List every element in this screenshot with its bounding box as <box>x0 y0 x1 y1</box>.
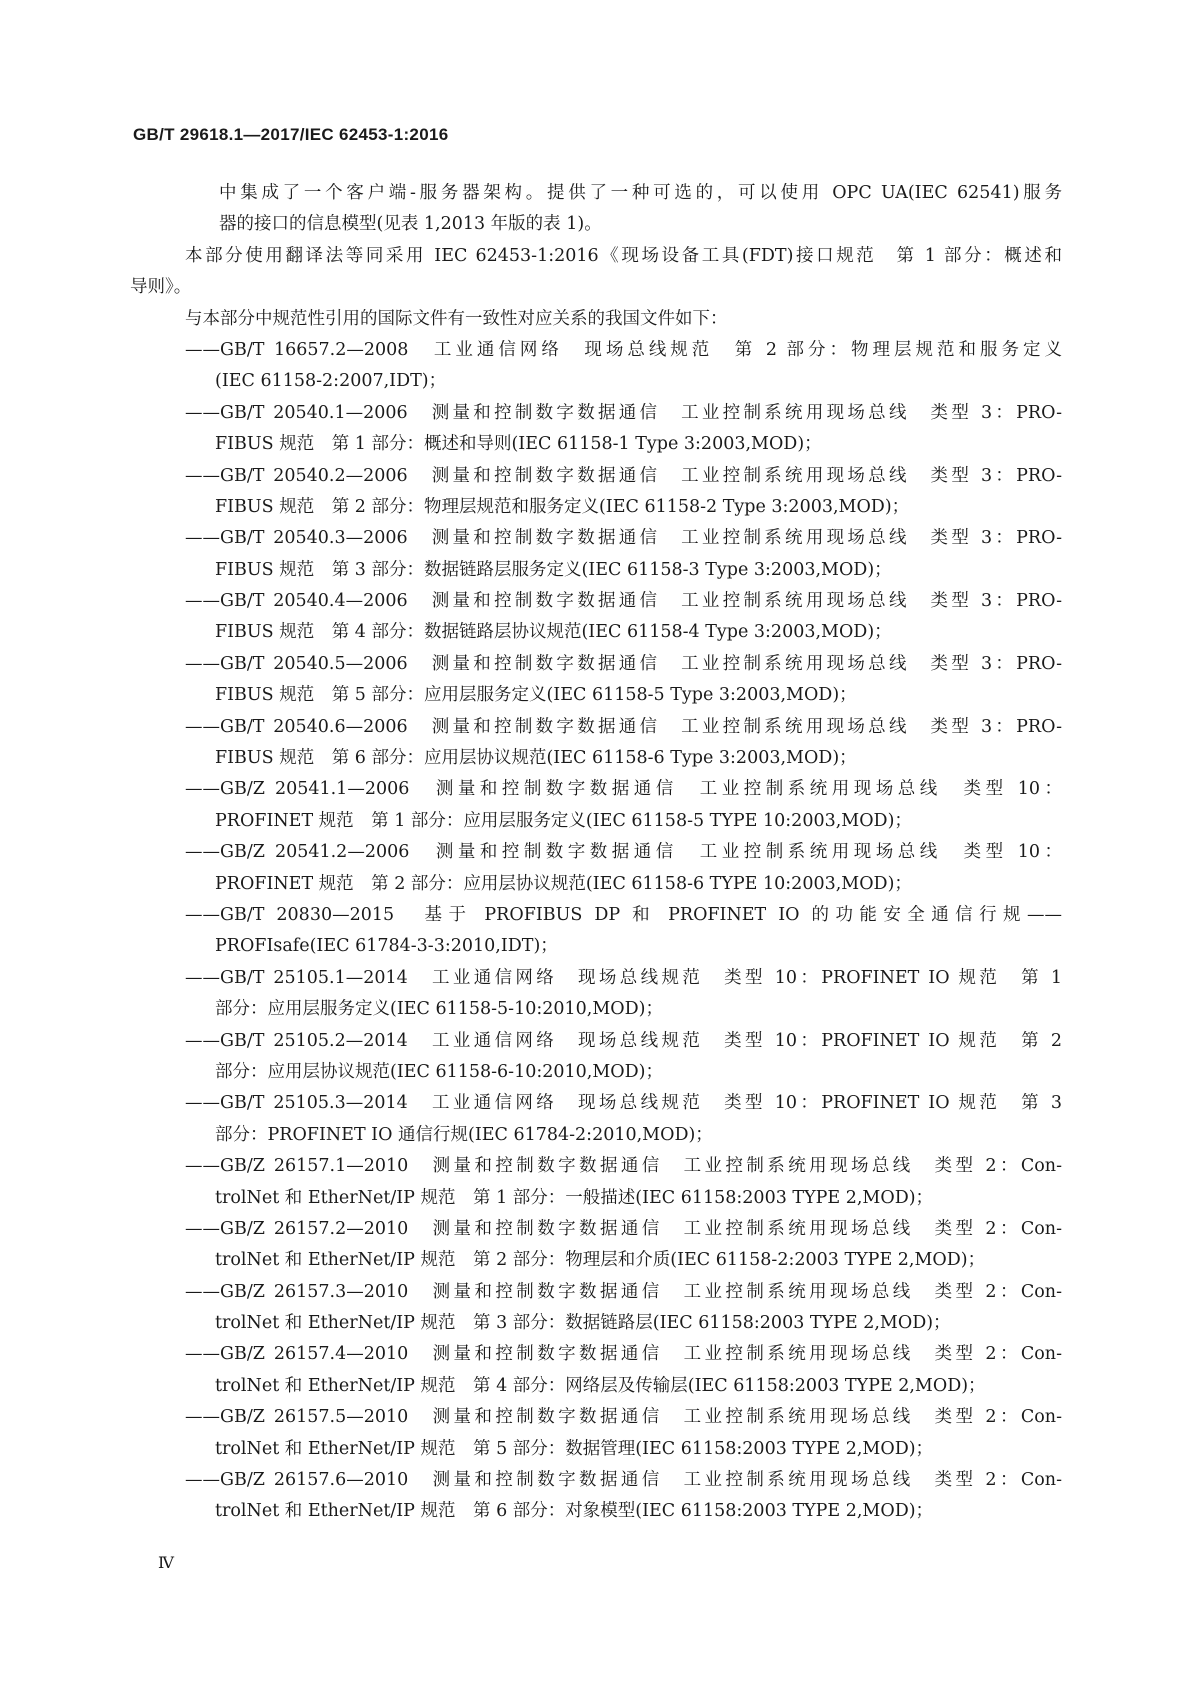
reference-item <box>130 1277 1062 1340</box>
reference-line-2: 部分：PROFINET IO 通信行规(IEC 61784-2:2010,MOD)； <box>215 1124 713 1145</box>
reference-line-2: trolNet 和 EtherNet/IP 规范 第 2 部分：物理层和介质(IEC 61158-2:2003 TYPE 2,MOD)； <box>215 1250 986 1271</box>
reference-line-2: 部分：应用层服务定义(IEC 61158-5-10:2010,MOD)； <box>215 999 663 1020</box>
intro-line-2: 器的接口的信息模型(见表 1,2013 年版的表 1)。 <box>219 214 602 235</box>
reference-line-1: ——GB/T 25105.2—2014 工业通信网络 现场总线规范 类型 10：PROFINET IO 规范 第 2 <box>185 1030 1062 1051</box>
reference-line-2: FIBUS 规范 第 5 部分：应用层服务定义(IEC 61158-5 Type 3:2003,MOD)； <box>215 685 857 706</box>
reference-line-2: FIBUS 规范 第 3 部分：数据链路层服务定义(IEC 61158-3 Type 3:2003,MOD)； <box>215 559 892 580</box>
reference-item <box>130 1339 1062 1402</box>
reference-line-1: ——GB/Z 20541.1—2006 测量和控制数字数据通信 工业控制系统用现场总线 类型 10： <box>185 779 1062 800</box>
reference-line-2: PROFIsafe(IEC 61784-3-3:2010,IDT)； <box>215 936 558 957</box>
reference-line-1: ——GB/T 20540.3—2006 测量和控制数字数据通信 工业控制系统用现场总线 类型 3：PRO- <box>185 528 1062 549</box>
reference-line-1: ——GB/Z 26157.2—2010 测量和控制数字数据通信 工业控制系统用现场总线 类型 2：Con- <box>185 1218 1062 1239</box>
translation-line-1: 本部分使用翻译法等同采用 IEC 62453-1:2016《现场设备工具(FDT)接口规范 第 1 部分：概述和 <box>185 245 1062 266</box>
reference-line-1: ——GB/T 25105.1—2014 工业通信网络 现场总线规范 类型 10：PROFINET IO 规范 第 1 <box>185 967 1062 988</box>
reference-line-1: ——GB/Z 26157.3—2010 测量和控制数字数据通信 工业控制系统用现场总线 类型 2：Con- <box>185 1281 1062 1302</box>
reference-item <box>130 1151 1062 1214</box>
reference-line-2: PROFINET 规范 第 1 部分：应用层服务定义(IEC 61158-5 TYPE 10:2003,MOD)； <box>215 810 912 831</box>
reference-line-1: ——GB/T 20540.4—2006 测量和控制数字数据通信 工业控制系统用现场总线 类型 3：PRO- <box>185 591 1062 612</box>
reference-line-1: ——GB/T 20540.1—2006 测量和控制数字数据通信 工业控制系统用现场总线 类型 3：PRO- <box>185 402 1062 423</box>
reference-line-2: (IEC 61158-2:2007,IDT)； <box>215 371 447 392</box>
page-number: Ⅳ <box>158 1553 174 1572</box>
reference-line-1: ——GB/T 16657.2—2008 工业通信网络 现场总线规范 第 2 部分：物理层规范和服务定义 <box>185 339 1062 360</box>
reference-line-1: ——GB/Z 26157.6—2010 测量和控制数字数据通信 工业控制系统用现场总线 类型 2：Con- <box>185 1470 1062 1491</box>
reference-line-1: ——GB/Z 20541.2—2006 测量和控制数字数据通信 工业控制系统用现场总线 类型 10： <box>185 842 1062 863</box>
reference-item <box>130 586 1062 649</box>
reference-item <box>130 1402 1062 1465</box>
reference-line-1: ——GB/T 20540.5—2006 测量和控制数字数据通信 工业控制系统用现场总线 类型 3：PRO- <box>185 653 1062 674</box>
reference-item <box>130 398 1062 461</box>
reference-item <box>130 900 1062 963</box>
reference-list <box>130 335 1062 1528</box>
reference-line-2: trolNet 和 EtherNet/IP 规范 第 5 部分：数据管理(IEC 61158:2003 TYPE 2,MOD)； <box>215 1438 934 1459</box>
reference-line-1: ——GB/T 25105.3—2014 工业通信网络 现场总线规范 类型 10：PROFINET IO 规范 第 3 <box>185 1093 1062 1114</box>
reference-line-1: ——GB/Z 26157.4—2010 测量和控制数字数据通信 工业控制系统用现场总线 类型 2：Con- <box>185 1344 1062 1365</box>
intro-line-1: 中集成了一个客户端-服务器架构。提供了一种可选的，可以使用 OPC UA(IEC 62541)服务 <box>219 183 1062 203</box>
reference-line-1: ——GB/T 20540.6—2006 测量和控制数字数据通信 工业控制系统用现场总线 类型 3：PRO- <box>185 716 1062 737</box>
reference-line-2: FIBUS 规范 第 6 部分：应用层协议规范(IEC 61158-6 Type 3:2003,MOD)； <box>215 748 857 769</box>
reference-item <box>130 837 1062 900</box>
reference-item <box>130 1088 1062 1151</box>
reference-line-1: ——GB/Z 26157.1—2010 测量和控制数字数据通信 工业控制系统用现场总线 类型 2：Con- <box>185 1156 1062 1177</box>
reference-item <box>130 335 1062 398</box>
reference-line-1: ——GB/T 20830—2015 基于 PROFIBUS DP 和 PROFINET IO 的功能安全通信行规—— <box>185 904 1062 925</box>
reference-item <box>130 1465 1062 1528</box>
translation-line-2: 导则》。 <box>130 277 192 298</box>
reference-line-2: PROFINET 规范 第 2 部分：应用层协议规范(IEC 61158-6 TYPE 10:2003,MOD)； <box>215 873 912 894</box>
reference-item <box>130 712 1062 775</box>
reference-line-2: 部分：应用层协议规范(IEC 61158-6-10:2010,MOD)； <box>215 1061 663 1082</box>
reference-line-2: trolNet 和 EtherNet/IP 规范 第 3 部分：数据链路层(IEC 61158:2003 TYPE 2,MOD)； <box>215 1313 951 1334</box>
reference-line-2: FIBUS 规范 第 1 部分：概述和导则(IEC 61158-1 Type 3:2003,MOD)； <box>215 434 822 455</box>
reference-item <box>130 649 1062 712</box>
page-body <box>130 178 1062 1528</box>
reference-line-2: trolNet 和 EtherNet/IP 规范 第 4 部分：网络层及传输层(IEC 61158:2003 TYPE 2,MOD)； <box>215 1375 986 1396</box>
standard-number-header: GB/T 29618.1—2017/IEC 62453-1:2016 <box>133 125 449 144</box>
reference-line-1: ——GB/Z 26157.5—2010 测量和控制数字数据通信 工业控制系统用现场总线 类型 2：Con- <box>185 1407 1062 1428</box>
reference-item <box>130 1026 1062 1089</box>
list-intro: 与本部分中规范性引用的国际文件有一致性对应关系的我国文件如下： <box>185 308 728 329</box>
reference-line-1: ——GB/T 20540.2—2006 测量和控制数字数据通信 工业控制系统用现场总线 类型 3：PRO- <box>185 465 1062 486</box>
reference-item <box>130 523 1062 586</box>
reference-item <box>130 1214 1062 1277</box>
reference-item <box>130 774 1062 837</box>
reference-line-2: trolNet 和 EtherNet/IP 规范 第 1 部分：一般描述(IEC 61158:2003 TYPE 2,MOD)； <box>215 1187 934 1208</box>
reference-line-2: FIBUS 规范 第 2 部分：物理层规范和服务定义(IEC 61158-2 Type 3:2003,MOD)； <box>215 496 910 517</box>
reference-item <box>130 461 1062 524</box>
reference-line-2: trolNet 和 EtherNet/IP 规范 第 6 部分：对象模型(IEC 61158:2003 TYPE 2,MOD)； <box>215 1501 934 1522</box>
reference-line-2: FIBUS 规范 第 4 部分：数据链路层协议规范(IEC 61158-4 Type 3:2003,MOD)； <box>215 622 892 643</box>
reference-item <box>130 963 1062 1026</box>
